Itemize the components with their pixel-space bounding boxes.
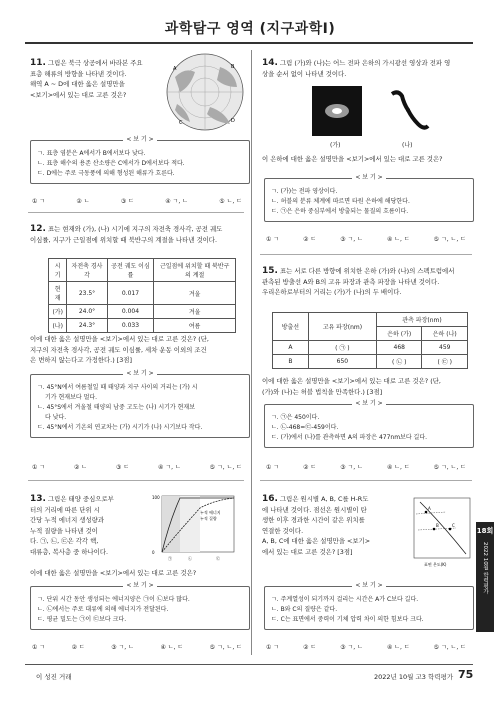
- question-15-prompt: 이에 대한 옳은 설명만을 <보기>에서 있는 대로 고른 것은? (단, (가)와 (나)는 허블 법칙을 만족한다.) [3점]: [262, 377, 441, 396]
- bogi-box-12: < 보 기 > ㄱ. 45°N에서 여름철일 때 태양과 지구 사이의 거리는 (가) 시 기가 현재보다 멀다. ㄴ. 45°S에서 겨울철 태양의 남중 고도는 (나) 시기가 현재보 다 낮다. ㄷ. 45°N에서 기온의 연교차는 (가) 시기가 (나) 시기보다 작다.: [30, 374, 250, 438]
- svg-text:A: A: [428, 506, 431, 511]
- question-12-prompt: 이에 대한 옳은 설명만을 <보기>에서 있는 대로 고른 것은? (단, 지구의 자전축 경사각, 공전 궤도 이심률, 세차 운동 이외의 조건 은 변하지 않는다고 가정한다.) [3점]: [30, 335, 209, 364]
- question-11: 11. 그림은 북극 상공에서 바라본 주요 표층 해류의 방향을 나타낸 것이다. 해역 A ~ D에 대한 옳은 설명만을 <보기>에서 있는 대로 고른 것은?: [30, 58, 143, 99]
- bogi-box-14: < 보 기 > ㄱ. (가)는 전파 영상이다. ㄴ. 허블의 분류 체계에 따르면 타원 은하에 해당한다. ㄷ. ㉠은 은하 중심부에서 방출되는 물질의 흐름이다.: [264, 178, 474, 222]
- choices-12: ① ㄱ ② ㄴ ③ ㄷ ④ ㄱ, ㄴ ⑤ ㄱ, ㄴ, ㄷ: [32, 464, 242, 471]
- spectrum-table: 방출선 고유 파장(nm) 관측 파장(nm) 은하 (가) 은하 (나) A ( ㉠ ) 468 459 B 650 ( ㉡ ) ( ㉢ ): [272, 312, 468, 369]
- svg-text:B: B: [231, 64, 235, 70]
- svg-text:B: B: [436, 523, 439, 528]
- svg-text:누적 질량: 누적 질량: [200, 516, 217, 521]
- choices-15: ① ㄱ ② ㄷ ③ ㄱ, ㄴ ④ ㄴ, ㄷ ⑤ ㄱ, ㄴ, ㄷ: [266, 464, 466, 471]
- question-14: 14. 그림 (가)와 (나)는 어느 전파 은하의 가시광선 영상과 전파 영 상을 순서 없이 나타낸 것이다.: [262, 58, 451, 78]
- svg-text:D: D: [231, 118, 235, 124]
- svg-text:A: A: [173, 66, 177, 72]
- separator: [28, 212, 244, 213]
- question-14-prompt: 이 은하에 대한 옳은 설명만을 <보기>에서 있는 대로 고른 것은?: [262, 155, 443, 163]
- svg-text:㉡: ㉡: [188, 556, 192, 561]
- svg-text:0: 0: [152, 550, 155, 555]
- footer-right: 2022년 10월 고3 학력평가: [374, 673, 454, 681]
- bogi-box-15: < 보 기 > ㄱ. ㉠은 450이다. ㄴ. ㉡-468=㉢-459이다. ㄷ. (가)에서 (나)를 관측하면 A의 파장은 477nm보다 길다.: [264, 404, 474, 448]
- caption-na: (나): [402, 142, 413, 149]
- choices-14: ① ㄱ ② ㄷ ③ ㄱ, ㄴ ④ ㄴ, ㄷ ⑤ ㄱ, ㄴ, ㄷ: [266, 236, 466, 243]
- choice[interactable]: ③ ㄷ: [120, 198, 134, 205]
- hr-diagram: [406, 494, 474, 570]
- question-text: 그림은 북극 상공에서 바라본 주요: [48, 59, 143, 67]
- page-title: 과학탐구 영역 (지구과학Ⅰ): [164, 21, 336, 37]
- column-divider: [251, 50, 252, 655]
- question-12: 12. 표는 현재와 (가), (나) 시기에 지구의 자전축 경사각, 공전 궤도 이심률, 지구가 근일점에 위치할 때 북반구의 계절을 나타낸 것이다.: [30, 224, 223, 244]
- galaxy-visible-image: [312, 86, 362, 136]
- footer-rule: [25, 664, 473, 665]
- separator: [260, 480, 472, 481]
- bogi-box-11: < 보 기 > ㄱ. 표층 염분은 A에서가 B에서보다 낮다. ㄴ. 표층 해수의 용존 산소량은 C에서가 D에서보다 적다. ㄷ. D에는 주로 극동풍에 의해 형성된 해류가 흐른다.: [30, 140, 250, 184]
- ocean-current-map: [165, 52, 245, 132]
- sun-energy-graph: [150, 490, 242, 566]
- question-15: 15. 표는 서로 다른 방향에 위치한 은하 (가)와 (나)의 스펙트럼에서 관측된 방출선 A와 B의 고유 파장과 관측 파장을 나타낸 것이다. 우리은하로부터의 거리는 (가)가 (나)의 두 배이다.: [262, 266, 455, 296]
- choice[interactable]: ② ㄴ: [76, 198, 90, 205]
- orbital-table: 시기 자전축 경사각 공전 궤도 이심률 근일점에 위치할 때 북반구의 계절 현재 23.5° 0.017 겨울 (가) 24.0° 0.004 겨울 (나) 24.3° 0.033 여름: [48, 258, 236, 333]
- bogi-box-16: < 보 기 > ㄱ. 주계열성이 되기까지 걸리는 시간은 A가 C보다 길다. ㄴ. B와 C의 질량은 같다. ㄷ. C는 표면에서 중력이 기체 압력 차이 의한 힘보다 크다.: [264, 586, 474, 630]
- choices-16: ① ㄱ ② ㄷ ③ ㄱ, ㄴ ④ ㄴ, ㄷ ⑤ ㄱ, ㄴ, ㄷ: [266, 644, 466, 651]
- question-number: 11.: [30, 58, 46, 68]
- choices-11: [32, 196, 242, 205]
- page-number: 75: [458, 668, 474, 681]
- choice[interactable]: ① ㄱ: [32, 198, 46, 205]
- svg-text:㉠: ㉠: [168, 556, 172, 561]
- footer-left: 이 성진 거래: [36, 673, 72, 681]
- title-rule: [25, 42, 473, 44]
- svg-text:C: C: [452, 523, 455, 528]
- separator: [28, 480, 244, 481]
- galaxy-radio-image: [384, 86, 434, 136]
- question-13: 13. 그림은 태양 중심으로부 터의 거리에 따른 단위 시 간당 누적 에너지 생성량과 누적 질량을 나타낸 것이 다. ㉠, ㉡, ㉢은 각각 핵, 대류층, 복사층 중 하나이다.: [30, 494, 114, 556]
- question-13-prompt: 이에 대한 옳은 설명만을 <보기>에서 있는 대로 고른 것은?: [30, 569, 197, 577]
- svg-text:누적 에너지: 누적 에너지: [200, 510, 221, 515]
- side-tab: 18회 2022 10월 학력평가: [476, 522, 494, 632]
- svg-text:표면 온도(K): 표면 온도(K): [424, 562, 447, 567]
- choices-13: ① ㄱ ② ㄷ ③ ㄱ, ㄴ ④ ㄴ, ㄷ ⑤ ㄱ, ㄴ, ㄷ: [32, 644, 242, 651]
- caption-ga: (가): [330, 142, 341, 149]
- separator: [260, 254, 472, 255]
- choice[interactable]: ⑤ ㄴ, ㄷ: [219, 198, 242, 205]
- svg-text:㉢: ㉢: [216, 556, 220, 561]
- choice[interactable]: ④ ㄱ, ㄴ: [165, 198, 188, 205]
- question-16: 16. 그림은 원시별 A, B, C를 H-R도 에 나타낸 것이다. 점선은 원시별이 탄 생한 이후 경과한 시간이 같은 위치를 연결한 것이다. A, B, C에 대한 옳은 설명만을 <보기> 에서 있는 대로 고른 것은? [3점]: [262, 494, 371, 556]
- bogi-box-13: < 보 기 > ㄱ. 단위 시간 동안 생성되는 에너지양은 ㉠이 ㉡보다 많다. ㄴ. ㉡에서는 주로 대류에 의해 에너지가 전달된다. ㄷ. 평균 밀도는 ㉠이 ㉢보다 크다.: [30, 586, 250, 630]
- svg-text:C: C: [179, 120, 183, 126]
- svg-text:100: 100: [152, 495, 160, 500]
